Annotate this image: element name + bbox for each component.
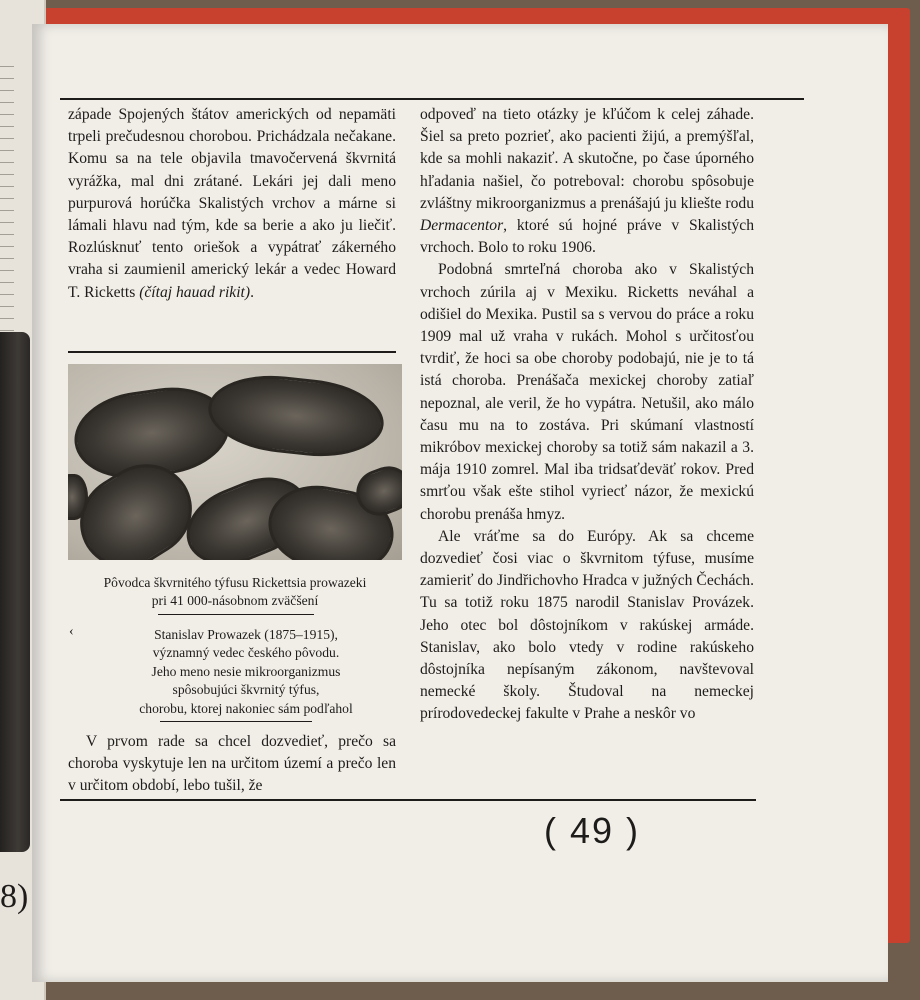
page-number: ( 49 ): [544, 810, 641, 851]
previous-page-text-fragment: [0, 60, 14, 340]
paragraph-dermacentor: odpoveď na tieto otázky je kľúčom k celej záhade. Šiel sa preto pozrieť, ako pacienti žijú, a premýšľal, kde sa mohli nakaziť. A skutočne, po čase úporného hľadania našiel, čo potreboval: chorobu spôsobuje zvláštny mikroorganizmus a prenášajú ju kliešte rodu Dermacentor, ktoré sú hojné práve v Skalistých vrchoch. Bolo to roku 1906.: [420, 106, 754, 257]
previous-page-number: 8): [0, 878, 29, 915]
left-column-bottom: [68, 731, 396, 798]
book-page: [32, 24, 888, 982]
bottom-rule: [60, 799, 756, 801]
portrait-caption-line: Jeho meno nesie mikroorganizmus: [151, 663, 341, 679]
top-rule: [60, 98, 804, 100]
portrait-photo-fragment: [0, 332, 30, 852]
paragraph-mexico: Podobná smrteľná choroba ako v Skalistých vrchoch zúrila aj v Mexiku. Ricketts neváhal a odišiel do Mexika. Pustil sa s vervou do práce a roku 1909 mal už vraha v rukách. Mohol s určitosťou tvrdiť, že hoci sa obe choroby podobajú, nie je to tá istá choroba. Prenášača mexickej choroby zatiaľ nepoznal, ale veril, že ho vypátra. Netušil, ako málo času mu na to zostáva. Pri skúmaní vlastností mikróbov mexickej choroby sa totiž sám nakazil a 3. mája 1910 zomrel. Mal iba tridsaťdeväť rokov. Pred smrťou však ešte stihol vyriecť názor, že mexickú chorobu prenáša hmyz.: [420, 261, 754, 523]
portrait-caption-line: chorobu, ktorej nakoniec sám podľahol: [139, 700, 353, 716]
bacteria-micrograph: [68, 364, 402, 560]
paragraph-ricketts-intro: západe Spojených štátov amerických od nepamäti trpeli prečudesnou chorobou. Prichádzala nečakane. Komu sa na tele objavila tmavočervená škvrnitá vyrážka, mal dni zrátané. Lekári jej dali meno purpurová horúčka Skalistých vrchov a márne si lámali hlavu nad tým, kde sa berie a ako ju liečiť. Rozlúsknuť tento oriešok a vypátrať zákerného vraha si zaumienil americký lekár a vedec Howard T. Ricketts (čítaj hauad rikit).: [68, 106, 396, 301]
caption-divider: [158, 614, 314, 615]
portrait-caption-divider: [160, 721, 312, 722]
micrograph-caption: [68, 574, 402, 611]
paragraph-question: V prvom rade sa chcel dozvedieť, prečo sa choroba vyskytuje len na určitom území a prečo len v určitom období, lebo tušil, že: [68, 733, 396, 795]
photo-top-rule: [68, 351, 396, 353]
portrait-caption-line: Stanislav Prowazek (1875–1915),: [154, 627, 338, 642]
portrait-caption-line: spôsobujúci škvrnitý týfus,: [172, 682, 320, 698]
right-column: [420, 104, 754, 726]
portrait-caption: [88, 626, 404, 718]
micrograph-caption-line: pri 41 000-násobnom zväčšení: [151, 593, 319, 609]
portrait-caption-line: významný vedec českého pôvodu.: [152, 645, 340, 661]
left-arrow-marker: ‹: [69, 624, 74, 639]
left-column-top: [68, 104, 396, 304]
micrograph-caption-line: Pôvodca škvrnitého týfusu Rickettsia prowazeki: [103, 575, 367, 590]
paragraph-europe: Ale vráťme sa do Európy. Ak sa chceme dozvedieť čosi viac o škvrnitom týfuse, musíme zamieriť do Jindřichovho Hradca v južných Čechách. Tu sa totiž roku 1875 narodil Stanislav Provázek. Jeho otec bol dôstojníkom v rakúskej armáde. Stanislav, ako bolo vtedy v rodine rakúskeho dôstojníka nepísaným zákonom, navštevoval nemecké školy. Študoval na nemeckej prírodovedeckej fakulte v Prahe a neskôr vo: [420, 527, 754, 723]
